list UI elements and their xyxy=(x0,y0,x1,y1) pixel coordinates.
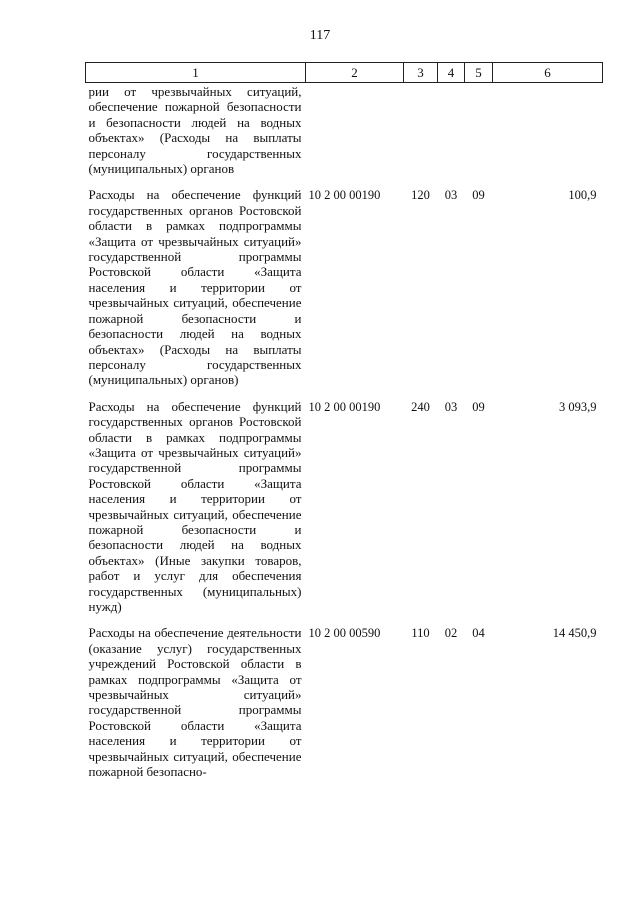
row-description: рии от чрезвычайных ситуаций, обеспечение пожарной безопасности и безопасности людей на водных объектах» (Расходы на выплаты персоналу государственных (муниципальных) органов xyxy=(88,84,302,177)
row-expense-type: 240 xyxy=(411,399,430,414)
table-header xyxy=(86,63,603,83)
header-col-6: 6 xyxy=(493,63,603,83)
row-amount xyxy=(493,83,603,188)
row-subsection: 09 xyxy=(472,399,485,414)
header-col-2: 2 xyxy=(306,63,404,83)
row-subsection: 04 xyxy=(472,626,485,641)
row-expense-type: 110 xyxy=(411,626,430,641)
header-col-5: 5 xyxy=(465,63,493,83)
row-amount: 14 450,9 xyxy=(552,626,597,641)
table-row xyxy=(86,399,603,626)
row-subsection: 09 xyxy=(472,188,485,203)
row-section: 03 xyxy=(444,399,458,414)
row-subsection xyxy=(465,83,493,188)
row-section: 02 xyxy=(444,626,458,641)
row-target-code xyxy=(306,83,404,188)
row-expense-type: 120 xyxy=(411,188,430,203)
row-amount: 3 093,9 xyxy=(559,399,597,414)
table-row xyxy=(86,187,603,398)
row-description: Расходы на обеспечение функций государственных органов Ростовской области в рамках подпрограммы «Защита от чрезвычайных ситуаций» государственной программы Ростовской области «Защита населения и территории от чрезвычайных ситуаций, обеспечение пожарной безопасности и безопасности людей на водных объектах» (Иные закупки товаров, работ и услуг для обеспечения государственных (муниципальных) нужд) xyxy=(88,398,302,614)
row-section: 03 xyxy=(444,188,458,203)
budget-table xyxy=(85,62,603,779)
table-row xyxy=(86,625,603,779)
row-target-code: 10 2 00 00190 xyxy=(308,188,381,203)
header-col-1: 1 xyxy=(86,63,306,83)
row-amount: 100,9 xyxy=(568,188,597,203)
row-expense-type xyxy=(404,83,438,188)
row-target-code: 10 2 00 00190 xyxy=(308,399,381,414)
row-target-code: 10 2 00 00590 xyxy=(308,626,381,641)
header-col-3: 3 xyxy=(404,63,438,83)
table-row xyxy=(86,83,603,188)
row-description: Расходы на обеспечение деятельности (оказание услуг) государственных учреждений Ростовской области в рамках подпрограммы «Защита от чрезвычайных ситуаций» государственной программы Ростовской области «Защита населения и территории от чрезвычайных ситуаций, обеспечение пожарной безопасно- xyxy=(88,625,302,780)
row-section xyxy=(438,83,465,188)
row-description: Расходы на обеспечение функций государственных органов Ростовской области в рамках подпрограммы «Защита от чрезвычайных ситуаций» государственной программы Ростовской области «Защита населения и территории от чрезвычайных ситуаций, обеспечение пожарной безопасности и безопасности людей на водных объектах» (Расходы на выплаты персоналу государственных (муниципальных) органов) xyxy=(88,187,302,388)
page-number: 117 xyxy=(309,28,331,43)
header-col-4: 4 xyxy=(438,63,465,83)
